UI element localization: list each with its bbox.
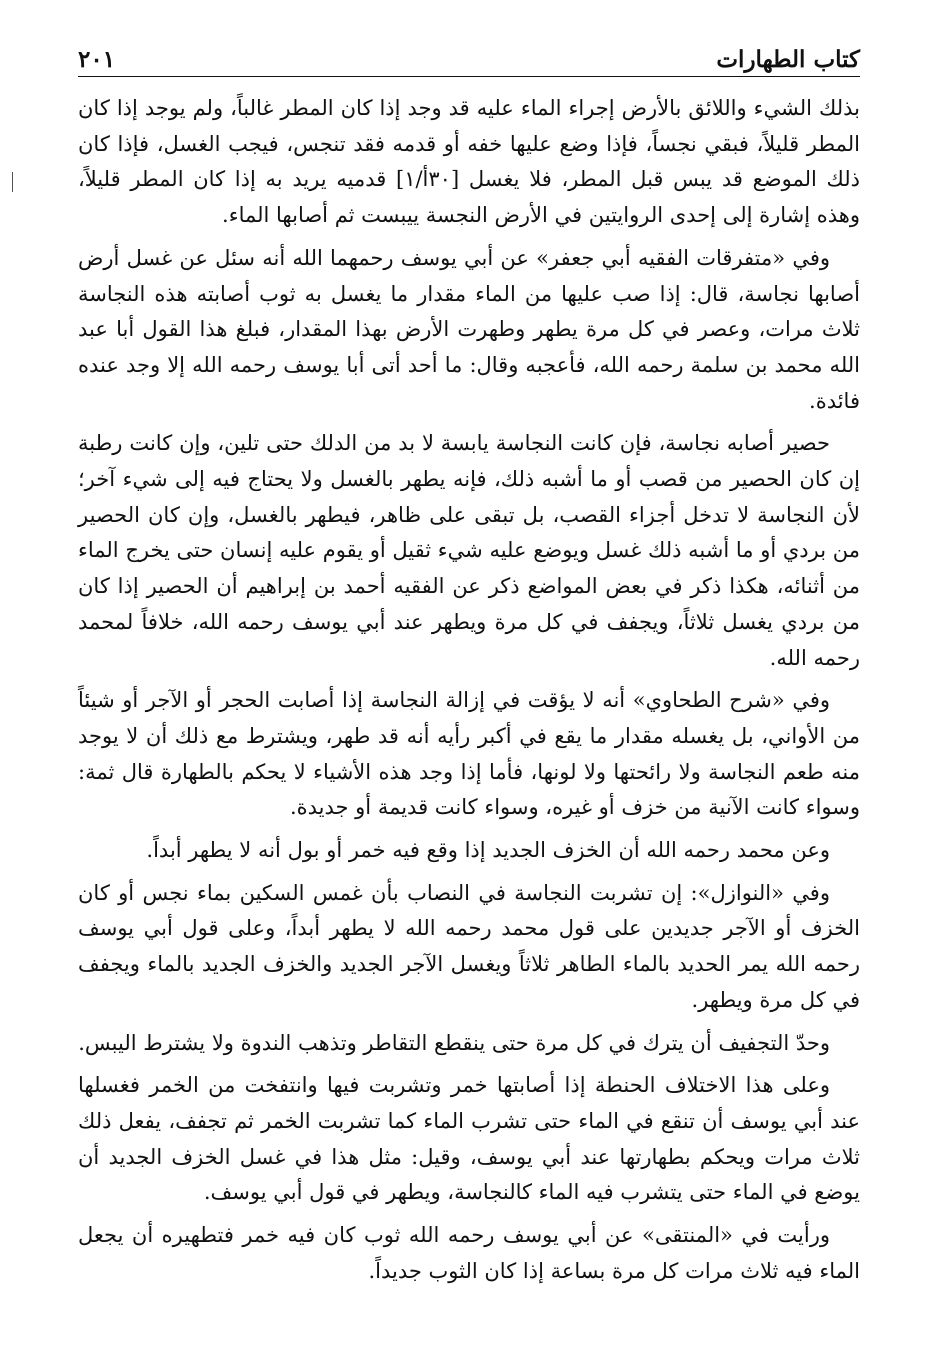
margin-mark xyxy=(12,172,13,192)
running-header xyxy=(78,40,860,77)
paragraph: وفي «النوازل»: إن تشربت النجاسة في النصاب بأن غمس السكين بماء نجس أو كان الخزف أو الآجر جديدين على قول محمد رحمه الله لا يطهر أبداً، وعلى قول أبي يوسف رحمه الله يمر الحديد بالماء الطاهر ثلاثاً ويغسل الآجر الجديد والخزف الجديد بالماء ويجفف في كل مرة ويطهر. xyxy=(78,880,860,1012)
paragraph: وعن محمد رحمه الله أن الخزف الجديد إذا وقع فيه خمر أو بول أنه لا يطهر أبداً. xyxy=(146,838,830,863)
paragraph: وفي «متفرقات الفقيه أبي جعفر» عن أبي يوسف رحمهما الله أنه سئل عن غسل أرض أصابها نجاسة، قال: إذا صب عليها من الماء مقدار ما يغسل به ثوب أصابته هذه النجاسة ثلاث مرات، وعصر في كل مرة يطهر وطهرت الأرض بهذا المقدار، فبلغ هذا القول أبا عبد الله محمد بن سلمة رحمه الله، فأعجبه وقال: ما أحد أتى أبا يوسف رحمه الله إلا وجد عنده فائدة. xyxy=(78,245,860,413)
chapter-title: كتاب الطهارات xyxy=(716,46,860,73)
paragraph: بذلك الشيء واللائق بالأرض إجراء الماء عليه قد وجد إذا كان المطر غالباً، ولم يوجد إذا كان المطر قليلاً، فبقي نجساً، فإذا وضع عليها خفه أو قدمه فقد تنجس، فيجب الغسل، فإذا كان ذلك الموضع قد يبس قبل المطر، فلا يغسل [٣٠أ/١] قدميه يريد به إذا كان المطر قليلاً، وهذه إشارة إلى إحدى الروايتين في الأرض النجسة ييبست ثم أصابها الماء. xyxy=(78,96,861,228)
paragraph: ورأيت في «المنتقى» عن أبي يوسف رحمه الله ثوب كان فيه خمر فتطهيره أن يجعل الماء فيه ثلاث مرات كل مرة بساعة إذا كان الثوب جديداً. xyxy=(78,1223,860,1283)
page-number: ٢٠١ xyxy=(78,46,116,73)
paragraph: وفي «شرح الطحاوي» أنه لا يؤقت في إزالة النجاسة إذا أصابت الحجر أو الآجر أو شيئاً من الأواني، بل يغسله مقدار ما يقع في أكبر رأيه أنه قد طهر، ويشترط مع ذلك أن لا يوجد منه طعم النجاسة ولا رائحتها ولا لونها، فأما إذا وجد هذه الأشياء لا يحكم بالطهارة قال ثمة: وسواء كانت الآنية من خزف أو غيره، وسواء كانت قديمة أو جديدة. xyxy=(78,688,860,820)
book-page xyxy=(78,40,860,1346)
paragraph: وحدّ التجفيف أن يترك في كل مرة حتى ينقطع التقاطر وتذهب الندوة ولا يشترط اليبس. xyxy=(78,1030,830,1055)
page-body xyxy=(78,91,860,1290)
paragraph: وعلى هذا الاختلاف الحنطة إذا أصابتها خمر وتشربت فيها وانتفخت من الخمر فغسلها عند أبي يوسف أن تنقع في الماء حتى تشرب الماء كما تشربت الخمر ثم تجفف، يفعل ذلك ثلاث مرات ويحكم بطهارتها عند أبي يوسف، وقيل: مثل هذا في غسل الخزف الجديد أن يوضع في الماء حتى يتشرب فيه الماء كالنجاسة، ويطهر في قول أبي يوسف. xyxy=(78,1073,860,1205)
paragraph: حصير أصابه نجاسة، فإن كانت النجاسة يابسة لا بد من الدلك حتى تلين، وإن كانت رطبة إن كان الحصير من قصب أو ما أشبه ذلك، فإنه يطهر بالغسل ولا يحتاج فيه إلى شيء آخر؛ لأن النجاسة لا تدخل أجزاء القصب، بل تبقى على ظاهر، فيطهر بالغسل، وإن كان الحصير من بردي أو ما أشبه ذلك غسل ويوضع عليه شيء ثقيل أو يقوم عليه إنسان حتى يخرج الماء من أثنائه، هكذا ذكر في بعض المواضع ذكر عن الفقيه أحمد بن إبراهيم أن الحصير إذا كان من بردي يغسل ثلاثاً، ويجفف في كل مرة ويطهر عند أبي يوسف رحمه الله، خلافاً لمحمد رحمه الله. xyxy=(78,431,860,670)
